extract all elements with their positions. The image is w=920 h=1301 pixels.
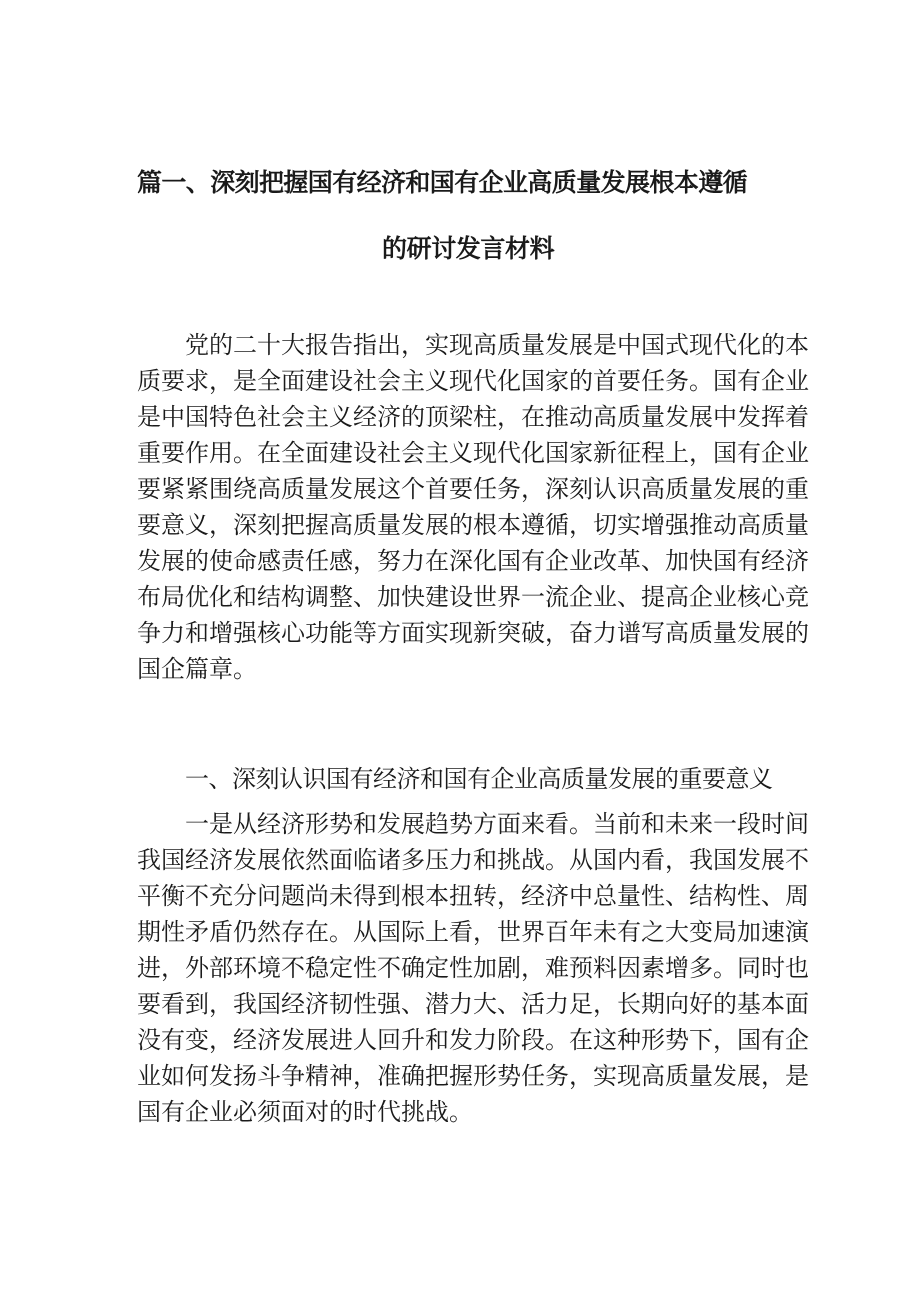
paragraph-line: 布局优化和结构调整、加快建设世界一流企业、提高企业核心竞 xyxy=(137,583,809,611)
paragraph-line: 业如何发扬斗争精神，准确把握形势任务，实现高质量发展，是 xyxy=(137,1062,809,1090)
paragraph-line: 是中国特色社会主义经济的顶梁柱，在推动高质量发展中发挥着 xyxy=(137,403,809,431)
paragraph-line: 一是从经济形势和发展趋势方面来看。当前和未来一段时间 xyxy=(185,810,809,838)
paragraph-line: 发展的使命感责任感，努力在深化国有企业改革、加快国有经济 xyxy=(137,547,809,575)
paragraph-line: 我国经济发展依然面临诸多压力和挑战。从国内看，我国发展不 xyxy=(137,846,809,874)
paragraph-line: 党的二十大报告指出，实现高质量发展是中国式现代化的本 xyxy=(185,331,809,359)
paragraph-line: 进，外部环境不稳定性不确定性加剧，难预料因素增多。同时也 xyxy=(137,954,809,982)
paragraph-line: 国有企业必须面对的时代挑战。 xyxy=(137,1098,473,1126)
paragraph-line: 要看到，我国经济韧性强、潜力大、活力足，长期向好的基本面 xyxy=(137,990,809,1018)
paragraph-line: 国企篇章。 xyxy=(137,655,257,683)
paragraph-2 xyxy=(137,806,809,1130)
paragraph-line: 争力和增强核心功能等方面实现新突破，奋力谱写高质量发展的 xyxy=(137,619,809,647)
paragraph-line: 没有变，经济发展进人回升和发力阶段。在这种形势下，国有企 xyxy=(137,1026,809,1054)
paragraph-line: 要紧紧围绕高质量发展这个首要任务，深刻认识高质量发展的重 xyxy=(137,475,809,503)
paragraph-line: 要意义，深刻把握高质量发展的根本遵循，切实增强推动高质量 xyxy=(137,511,809,539)
document-title-line-2: 的研讨发言材料 xyxy=(382,234,555,263)
paragraph-line: 重要作用。在全面建设社会主义现代化国家新征程上，国有企业 xyxy=(137,439,809,467)
paragraph-line: 质要求，是全面建设社会主义现代化国家的首要任务。国有企业 xyxy=(137,367,809,395)
paragraph-line: 平衡不充分问题尚未得到根本扭转，经济中总量性、结构性、周 xyxy=(137,882,809,910)
paragraph-line: 期性矛盾仍然存在。从国际上看，世界百年未有之大变局加速演 xyxy=(137,918,809,946)
paragraph-1 xyxy=(137,327,809,687)
section-heading-1: 一、深刻认识国有经济和国有企业高质量发展的重要意义 xyxy=(185,765,773,793)
document-title-line-1: 篇一、深刻把握国有经济和国有企业高质量发展根本遵循 xyxy=(137,168,748,197)
